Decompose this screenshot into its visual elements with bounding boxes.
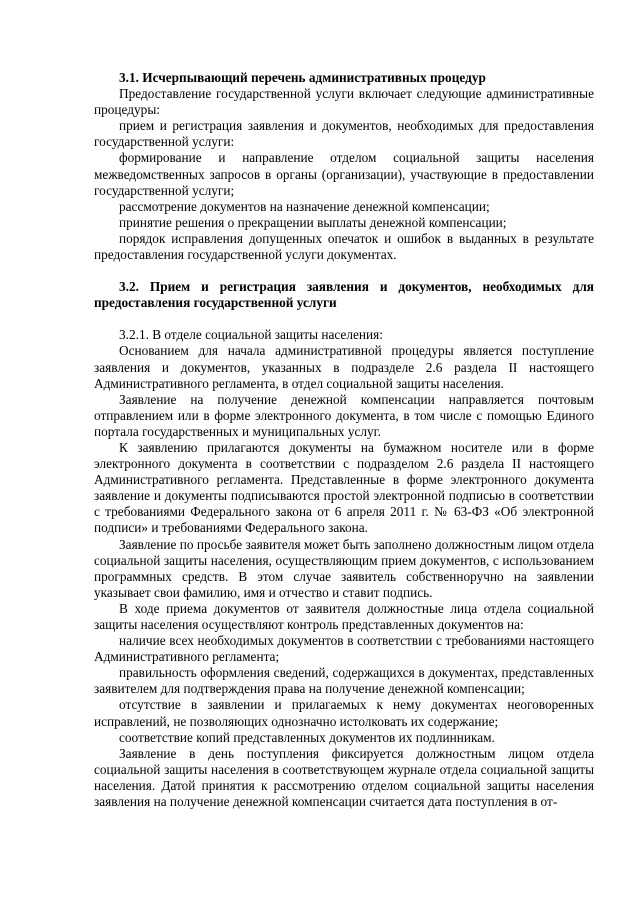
paragraph: К заявлению прилагаются документы на бумажном носителе или в форме электронного документа в соответствии с подразделом 2.6 раздела II настоящего Административного регламента. Представленные в форме электронного документа заявление и документы подписываются простой электронной подписью в соответствии с требованиями Федерального закона от 6 апреля 2011 г. № 63-ФЗ «Об электронной подписи» и требованиями Федерального закона. [94, 439, 594, 536]
paragraph: рассмотрение документов на назначение денежной компенсации; [119, 198, 490, 214]
paragraph: 3.2.1. В отделе социальной защиты населения: [119, 327, 383, 343]
spacer [94, 311, 594, 327]
paragraph: порядок исправления допущенных опечаток и ошибок в выданных в результате предоставления государственной услуги документах. [94, 230, 594, 263]
spacer [94, 263, 594, 279]
section-3-1-heading: 3.1. Исчерпывающий перечень административных процедур [119, 70, 486, 85]
paragraph: В ходе приема документов от заявителя должностные лица отдела социальной защиты населения осуществляют контроль представленных документов на: [94, 600, 594, 632]
paragraph: формирование и направление отделом социальной защиты населения межведомственных запросов в органы (организации), участвующие в предоставлении государственной услуги; [94, 150, 594, 198]
paragraph: наличие всех необходимых документов в соответствии с требованиями настоящего Административного регламента; [94, 633, 594, 665]
paragraph: принятие решения о прекращении выплаты денежной компенсации; [119, 214, 507, 230]
paragraph: отсутствие в заявлении и прилагаемых к нему документах неоговоренных исправлений, не позволяющих однозначно истолковать их содержание; [94, 697, 594, 729]
section-3-2-heading: 3.2. Прием и регистрация заявления и документов, необходимых для предоставления государственной услуги [94, 279, 594, 311]
document-page [94, 70, 594, 810]
paragraph: соответствие копий представленных документов их подлинникам. [119, 729, 495, 745]
paragraph: Предоставление государственной услуги включает следующие административные процедуры: [94, 86, 594, 118]
paragraph: Заявление на получение денежной компенсации направляется почтовым отправлением или в форме электронного документа, в том числе с помощью Единого портала государственных и муниципальных услуг. [94, 391, 594, 439]
paragraph: Заявление по просьбе заявителя может быть заполнено должностным лицом отдела социальной защиты населения, осуществляющим прием документов, с использованием программных средств. В этом случае заявитель собственноручно на заявлении указывает свои фамилию, имя и отчество и ставит подпись. [94, 536, 594, 600]
paragraph: Основанием для начала административной процедуры является поступление заявления и документов, указанных в подразделе 2.6 раздела II настоящего Административного регламента, в отдел социальной защиты населения. [94, 343, 594, 391]
paragraph: прием и регистрация заявления и документов, необходимых для предоставления государственной услуги: [94, 118, 594, 150]
paragraph: правильность оформления сведений, содержащихся в документах, представленных заявителем для подтверждения права на получение денежной компенсации; [94, 665, 594, 697]
paragraph: Заявление в день поступления фиксируется должностным лицом отдела социальной защиты населения в соответствующем журнале отдела социальной защиты населения. Датой принятия к рассмотрению отделом социальной защиты населения заявления на получение денежной компенсации считается дата поступления в от- [94, 745, 594, 810]
